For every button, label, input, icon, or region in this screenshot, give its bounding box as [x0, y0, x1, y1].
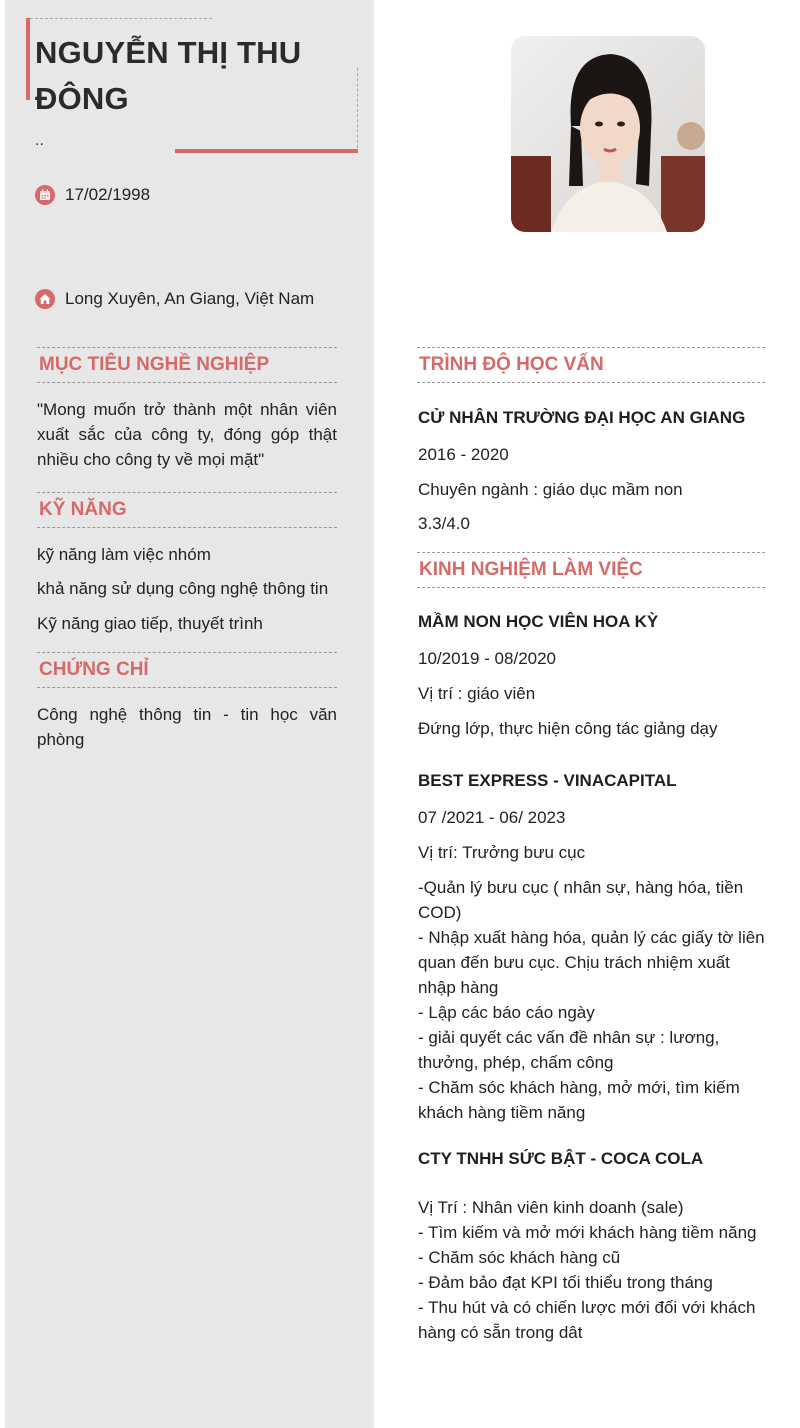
- education-period: 2016 - 2020: [418, 445, 509, 464]
- education-heading-text: TRÌNH ĐỘ HỌC VẤN: [419, 354, 604, 375]
- job-company: MẦM NON HỌC VIÊN HOA KỲ: [418, 612, 659, 631]
- address-row: [35, 289, 314, 309]
- job-period: 10/2019 - 08/2020: [418, 649, 557, 668]
- job-description: Đứng lớp, thực hiện công tác giảng dạy: [418, 719, 718, 738]
- experience-heading: [417, 552, 765, 588]
- skill-item: Kỹ năng giao tiếp, thuyết trình: [37, 614, 263, 633]
- skills-heading: [37, 492, 337, 528]
- skill-item: khả năng sử dụng công nghệ thông tin: [37, 579, 329, 598]
- calendar-icon: [35, 185, 55, 205]
- objective-text: "Mong muốn trở thành một nhân viên xuất sắc của công ty, đóng góp thật nhiều cho công ty về mọi mặt": [37, 400, 337, 469]
- name-accent-bar: [26, 18, 30, 100]
- skill-item: kỹ năng làm việc nhóm: [37, 545, 211, 564]
- education-school: CỬ NHÂN TRƯỜNG ĐẠI HỌC AN GIANG: [418, 408, 746, 427]
- education-heading: [417, 347, 765, 383]
- address-text: Long Xuyên, An Giang, Việt Nam: [65, 289, 315, 308]
- name-dashed-top: [30, 18, 212, 19]
- job-position: Vị Trí : Nhân viên kinh doanh (sale): [418, 1198, 684, 1217]
- job-company: BEST EXPRESS - VINACAPITAL: [418, 771, 677, 790]
- objective-heading: [37, 347, 337, 383]
- certificate-text: Công nghệ thông tin - tin học văn phòng: [37, 705, 337, 749]
- certificates-heading: [37, 652, 337, 688]
- profile-photo: [511, 36, 705, 232]
- education-gpa: 3.3/4.0: [418, 514, 470, 533]
- certificates-heading-text: CHỨNG CHỈ: [39, 659, 149, 680]
- name-underline: [175, 149, 358, 153]
- job-description: - Tìm kiếm và mở mới khách hàng tiềm năng - Chăm sóc khách hàng cũ - Đảm bảo đạt KPI tối thiểu trong tháng - Thu hút và có chiến lược mới đối với khách hàng có sẵn trong dât: [418, 1223, 757, 1342]
- home-icon: [35, 289, 55, 309]
- skills-heading-text: KỸ NĂNG: [39, 499, 127, 520]
- experience-heading-text: KINH NGHIỆM LÀM VIỆC: [419, 559, 643, 580]
- job-position: Vị trí: Trưởng bưu cục: [418, 843, 586, 862]
- education-major: Chuyên ngành : giáo dục mầm non: [418, 480, 683, 499]
- job-position: Vị trí : giáo viên: [418, 684, 536, 703]
- job-period: 07 /2021 - 06/ 2023: [418, 808, 566, 827]
- name-dashed-right: [357, 68, 358, 153]
- birthdate-row: [35, 185, 150, 205]
- candidate-subtitle: ..: [35, 132, 44, 149]
- candidate-name: NGUYỄN THỊ THU ĐÔNG: [35, 35, 302, 116]
- birthdate-text: 17/02/1998: [65, 185, 151, 204]
- job-description: -Quản lý bưu cục ( nhân sự, hàng hóa, tiền COD) - Nhập xuất hàng hóa, quản lý các giấy tờ liên quan đến bưu cục. Chịu trách nhiệm xuất nhập hàng - Lập các báo cáo ngày - giải quyết các vấn đề nhân sự : lương, thưởng, phép, chấm công - Chăm sóc khách hàng, mở mới, tìm kiếm khách hàng tiềm năng: [418, 878, 765, 1122]
- job-company: CTY TNHH SỨC BẬT - COCA COLA: [418, 1149, 704, 1168]
- objective-heading-text: MỤC TIÊU NGHỀ NGHIỆP: [39, 354, 270, 375]
